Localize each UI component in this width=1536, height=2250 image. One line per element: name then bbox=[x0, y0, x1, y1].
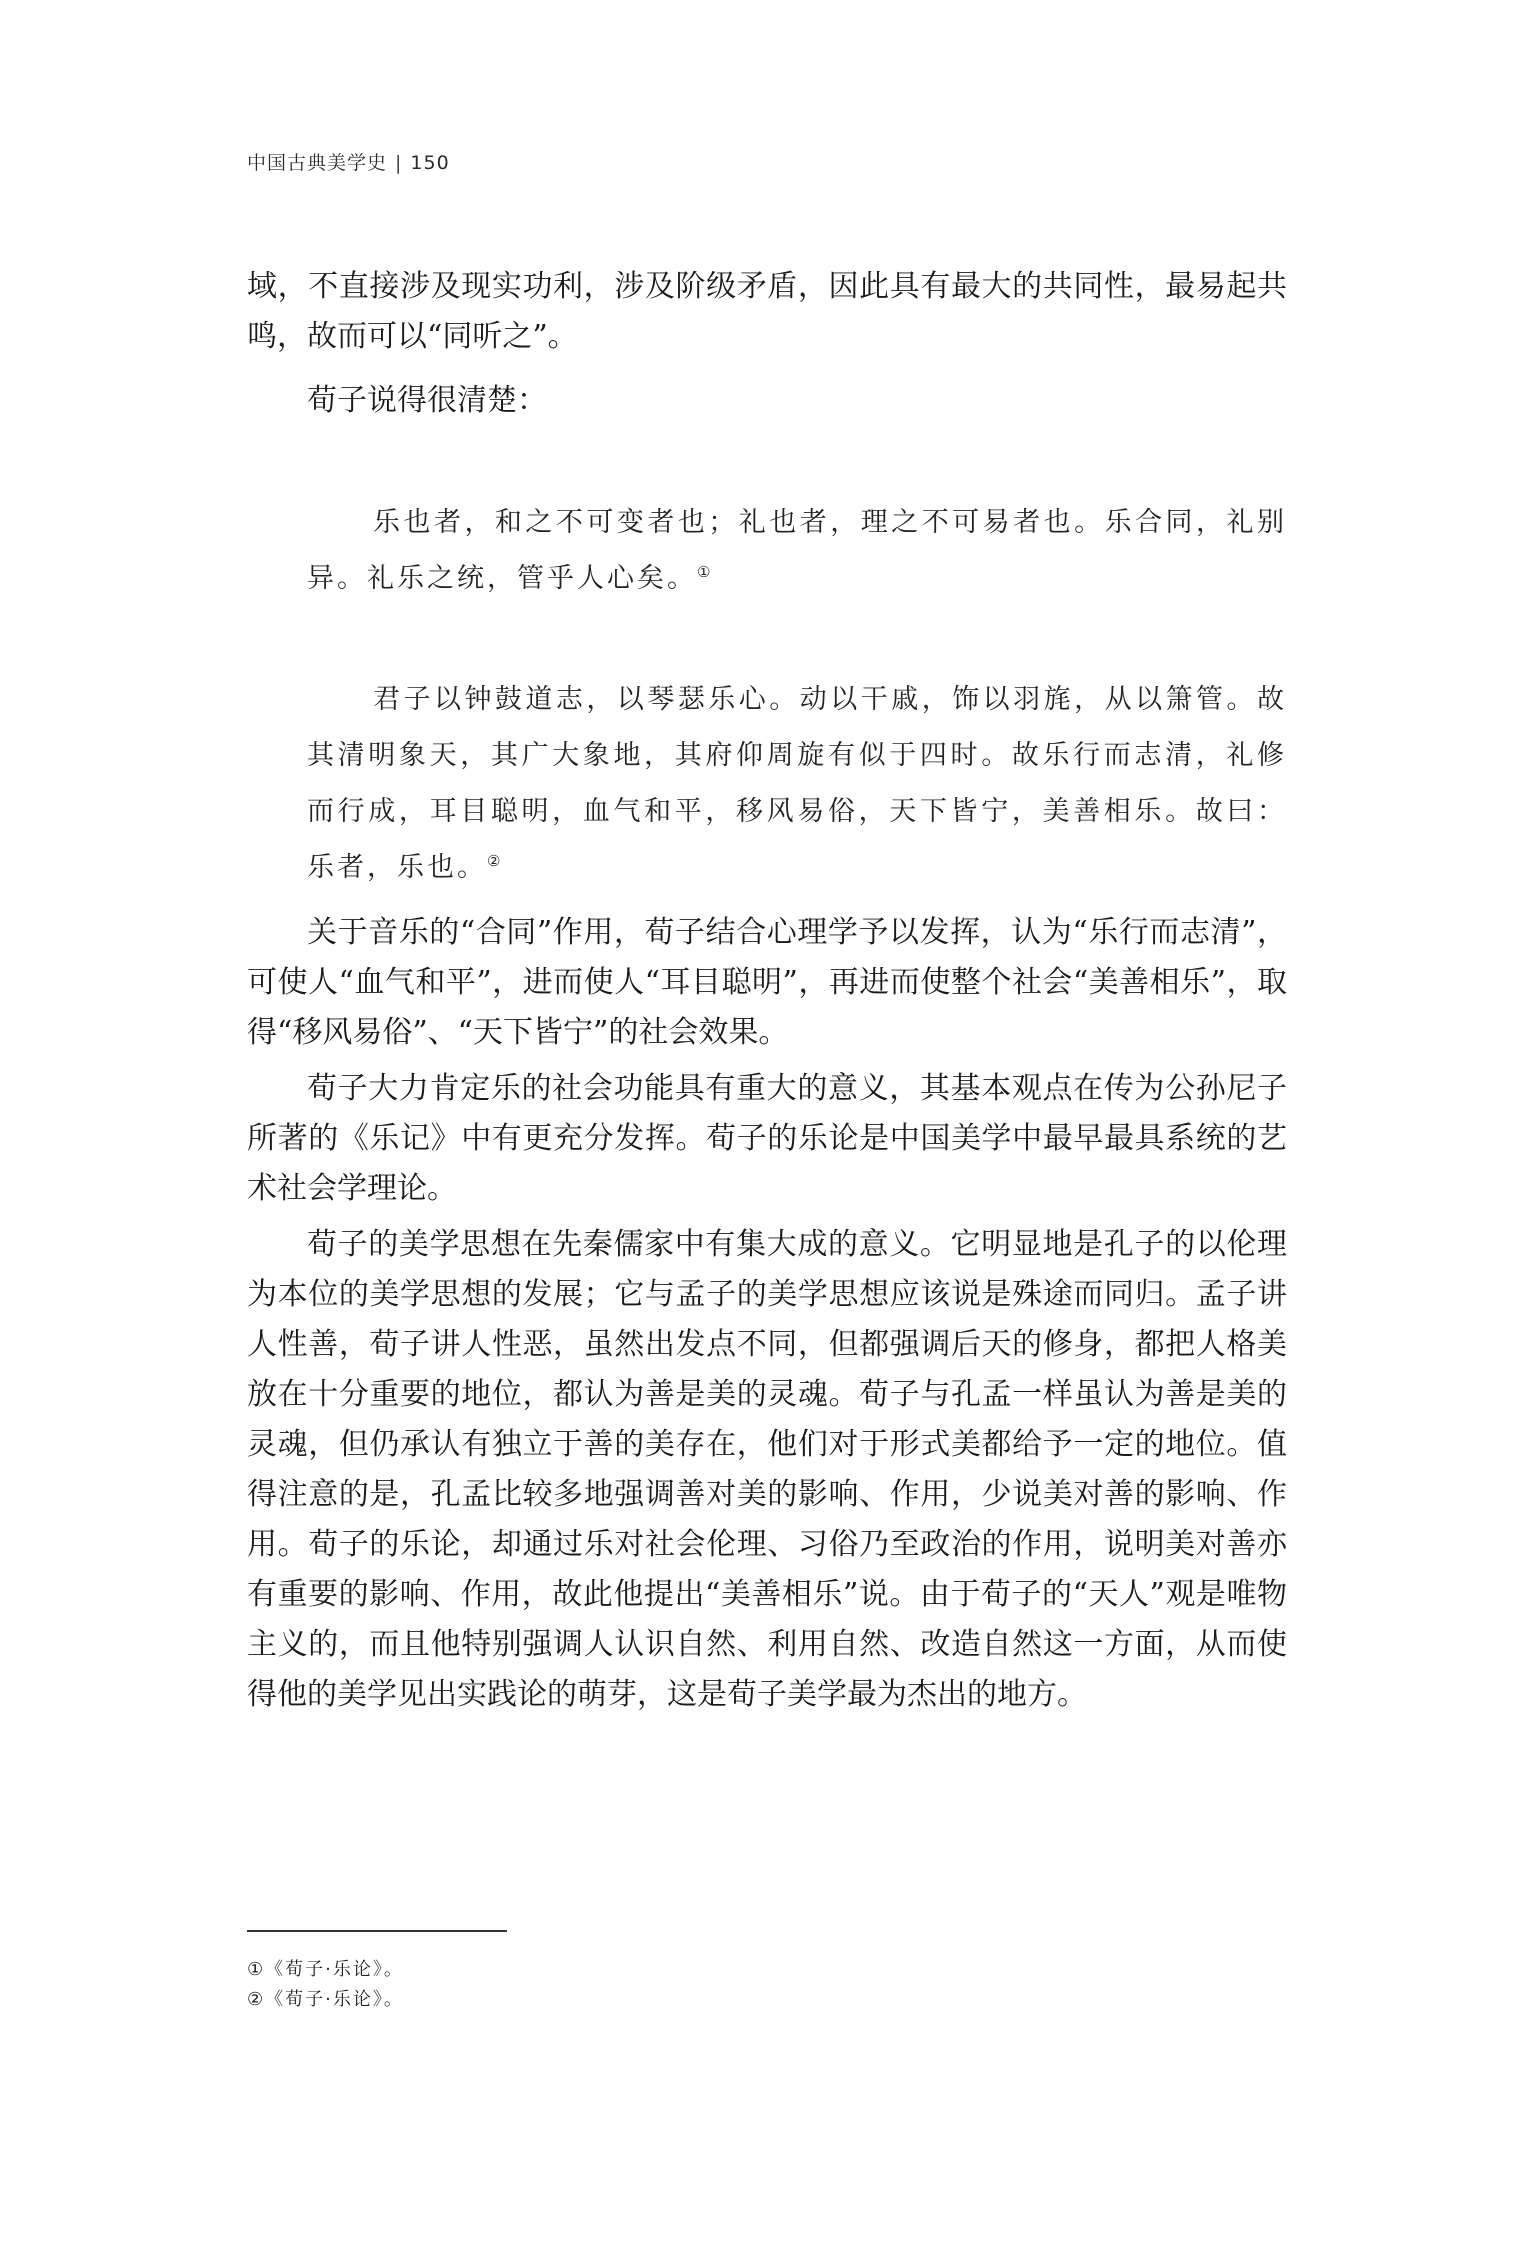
book-title: 中国古典美学史 bbox=[247, 152, 388, 174]
footnotes bbox=[247, 1955, 404, 2015]
footnote-divider bbox=[247, 1930, 507, 1932]
paragraph-continued: 域，不直接涉及现实功利，涉及阶级矛盾，因此具有最大的共同性，最易起共鸣，故而可以“同听之”。 bbox=[247, 269, 1287, 354]
running-head bbox=[247, 148, 450, 175]
footnote-ref-1[interactable]: ① bbox=[697, 563, 711, 581]
block-quote-1 bbox=[307, 495, 1287, 607]
paragraph-social-function: 荀子大力肯定乐的社会功能具有重大的意义，其基本观点在传为公孙尼子所著的《乐记》中有更充分发挥。荀子的乐论是中国美学中最早最具系统的艺术社会学理论。 bbox=[247, 1071, 1287, 1206]
main-text bbox=[247, 908, 1287, 1720]
footnote-1: ①《荀子·乐论》。 bbox=[247, 1959, 404, 1980]
header-separator: | bbox=[395, 152, 403, 174]
paragraph-intro-quote: 荀子说得很清楚： bbox=[307, 383, 547, 418]
block-quote-2 bbox=[307, 672, 1287, 896]
footnote-2: ②《荀子·乐论》。 bbox=[247, 1989, 404, 2010]
paragraph-aesthetics: 荀子的美学思想在先秦儒家中有集大成的意义。它明显地是孔子的以伦理为本位的美学思想的发展；它与孟子的美学思想应该说是殊途而同归。孟子讲人性善，荀子讲人性恶，虽然出发点不同，但都强调后天的修身，都把人格美放在十分重要的地位，都认为善是美的灵魂。荀子与孔孟一样虽认为善是美的灵魂，但仍承认有独立于善的美存在，他们对于形式美都给予一定的地位。值得注意的是，孔孟比较多地强调善对美的影响、作用，少说美对善的影响、作用。荀子的乐论，却通过乐对社会伦理、习俗乃至政治的作用，说明美对善亦有重要的影响、作用，故此他提出“美善相乐”说。由于荀子的“天人”观是唯物主义的，而且他特别强调人认识自然、利用自然、改造自然这一方面，从而使得他的美学见出实践论的萌芽，这是荀子美学最为杰出的地方。 bbox=[247, 1227, 1287, 1712]
opening-text bbox=[247, 262, 1287, 426]
page-number: 150 bbox=[410, 152, 450, 174]
quote-2-text: 君子以钟鼓道志，以琴瑟乐心。动以干戚，饰以羽旄，从以箫管。故其清明象天，其广大象地，其府仰周旋有似于四时。故乐行而志清，礼修而行成，耳目聪明，血气和平，移风易俗，天下皆宁，美善相乐。故曰：乐者，乐也。 bbox=[307, 684, 1287, 883]
footnote-ref-2[interactable]: ② bbox=[487, 852, 501, 870]
paragraph-harmony: 关于音乐的“合同”作用，荀子结合心理学予以发挥，认为“乐行而志清”，可使人“血气和平”，进而使人“耳目聪明”，再进而使整个社会“美善相乐”，取得“移风易俗”、“天下皆宁”的社会效果。 bbox=[247, 915, 1287, 1050]
quote-1-text: 乐也者，和之不可变者也；礼也者，理之不可易者也。乐合同，礼别异。礼乐之统，管乎人心矣。 bbox=[307, 507, 1287, 594]
